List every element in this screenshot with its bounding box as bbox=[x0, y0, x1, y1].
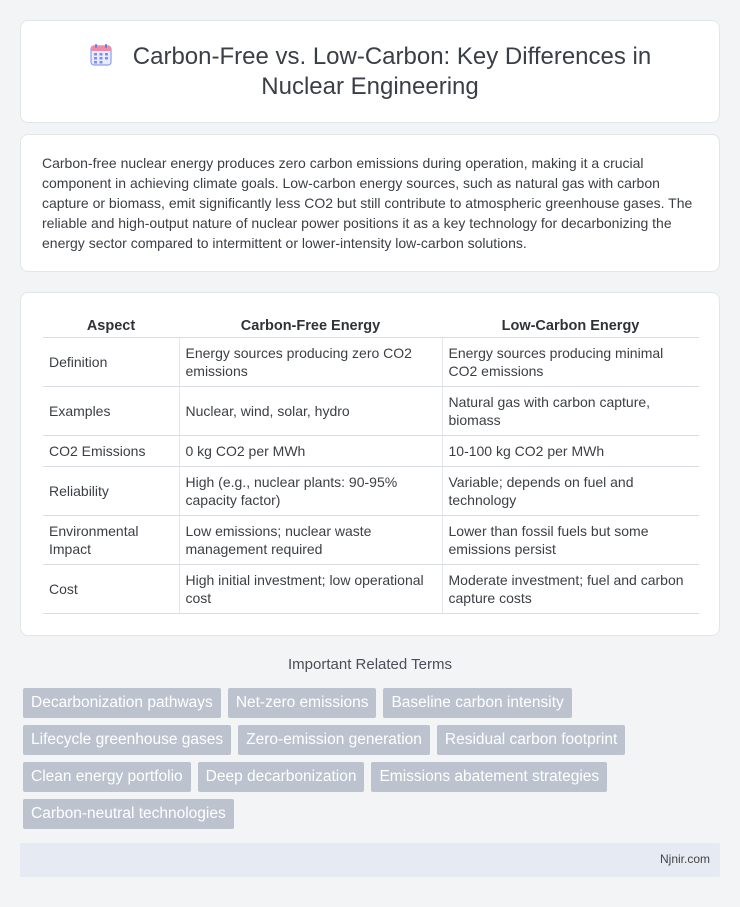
cell-carbon-free: High initial investment; low operational cost bbox=[179, 564, 442, 613]
tag-row bbox=[23, 725, 723, 755]
cell-aspect: Examples bbox=[43, 386, 179, 435]
header-low-carbon: Low-Carbon Energy bbox=[442, 315, 699, 337]
intro-card bbox=[20, 134, 720, 272]
related-terms-title: Important Related Terms bbox=[288, 656, 452, 673]
comparison-table bbox=[43, 315, 699, 614]
term-tag[interactable]: Zero-emission generation bbox=[238, 725, 430, 755]
header-carbon-free: Carbon-Free Energy bbox=[179, 315, 442, 337]
cell-low-carbon: Lower than fossil fuels but some emissions persist bbox=[442, 515, 699, 564]
cell-aspect: CO2 Emissions bbox=[43, 435, 179, 466]
tag-row bbox=[23, 762, 723, 792]
related-terms-tags bbox=[23, 688, 723, 836]
term-tag[interactable]: Baseline carbon intensity bbox=[383, 688, 571, 718]
cell-low-carbon: 10-100 kg CO2 per MWh bbox=[442, 435, 699, 466]
cell-low-carbon: Energy sources producing minimal CO2 emissions bbox=[442, 337, 699, 386]
term-tag[interactable]: Residual carbon footprint bbox=[437, 725, 625, 755]
table-row bbox=[43, 435, 699, 466]
cell-carbon-free: Nuclear, wind, solar, hydro bbox=[179, 386, 442, 435]
cell-low-carbon: Moderate investment; fuel and carbon capture costs bbox=[442, 564, 699, 613]
table-row bbox=[43, 466, 699, 515]
term-tag[interactable]: Clean energy portfolio bbox=[23, 762, 191, 792]
tag-row bbox=[23, 688, 723, 718]
term-tag[interactable]: Net-zero emissions bbox=[228, 688, 377, 718]
term-tag[interactable]: Decarbonization pathways bbox=[23, 688, 221, 718]
term-tag[interactable]: Deep decarbonization bbox=[198, 762, 365, 792]
cell-aspect: Definition bbox=[43, 337, 179, 386]
cell-aspect: Environmental Impact bbox=[43, 515, 179, 564]
table-row bbox=[43, 337, 699, 386]
cell-carbon-free: Energy sources producing zero CO2 emissions bbox=[179, 337, 442, 386]
cell-low-carbon: Natural gas with carbon capture, biomass bbox=[442, 386, 699, 435]
table-header-row bbox=[43, 315, 699, 337]
header-aspect: Aspect bbox=[43, 315, 179, 337]
cell-low-carbon: Variable; depends on fuel and technology bbox=[442, 466, 699, 515]
cell-aspect: Cost bbox=[43, 564, 179, 613]
page-title: Carbon-Free vs. Low-Carbon: Key Differences in Nuclear Engineering bbox=[132, 42, 652, 100]
cell-carbon-free: 0 kg CO2 per MWh bbox=[179, 435, 442, 466]
term-tag[interactable]: Lifecycle greenhouse gases bbox=[23, 725, 231, 755]
cell-aspect: Reliability bbox=[43, 466, 179, 515]
term-tag[interactable]: Carbon-neutral technologies bbox=[23, 799, 234, 829]
tag-row bbox=[23, 799, 723, 829]
table-row bbox=[43, 386, 699, 435]
table-row bbox=[43, 515, 699, 564]
footer-site-link[interactable]: Njnir.com bbox=[659, 852, 710, 866]
cell-carbon-free: Low emissions; nuclear waste management required bbox=[179, 515, 442, 564]
cell-carbon-free: High (e.g., nuclear plants: 90-95% capacity factor) bbox=[179, 466, 442, 515]
calendar-icon bbox=[89, 43, 113, 67]
comparison-card bbox=[20, 292, 720, 636]
term-tag[interactable]: Emissions abatement strategies bbox=[371, 762, 607, 792]
page-title-wrap bbox=[45, 42, 695, 102]
footer bbox=[20, 843, 720, 877]
intro-paragraph: Carbon-free nuclear energy produces zero carbon emissions during operation, making it a crucial component in achieving climate goals. Low-carbon energy sources, such as natural gas with carbon capture or biomass, emit significantly less CO2 but still contribute to atmospheric greenhouse gases. The reliable and high-output nature of nuclear power positions it as a key technology for decarbonizing the energy sector compared to intermittent or lower-intensity low-carbon solutions. bbox=[42, 155, 693, 251]
title-card bbox=[20, 20, 720, 123]
table-row bbox=[43, 564, 699, 613]
